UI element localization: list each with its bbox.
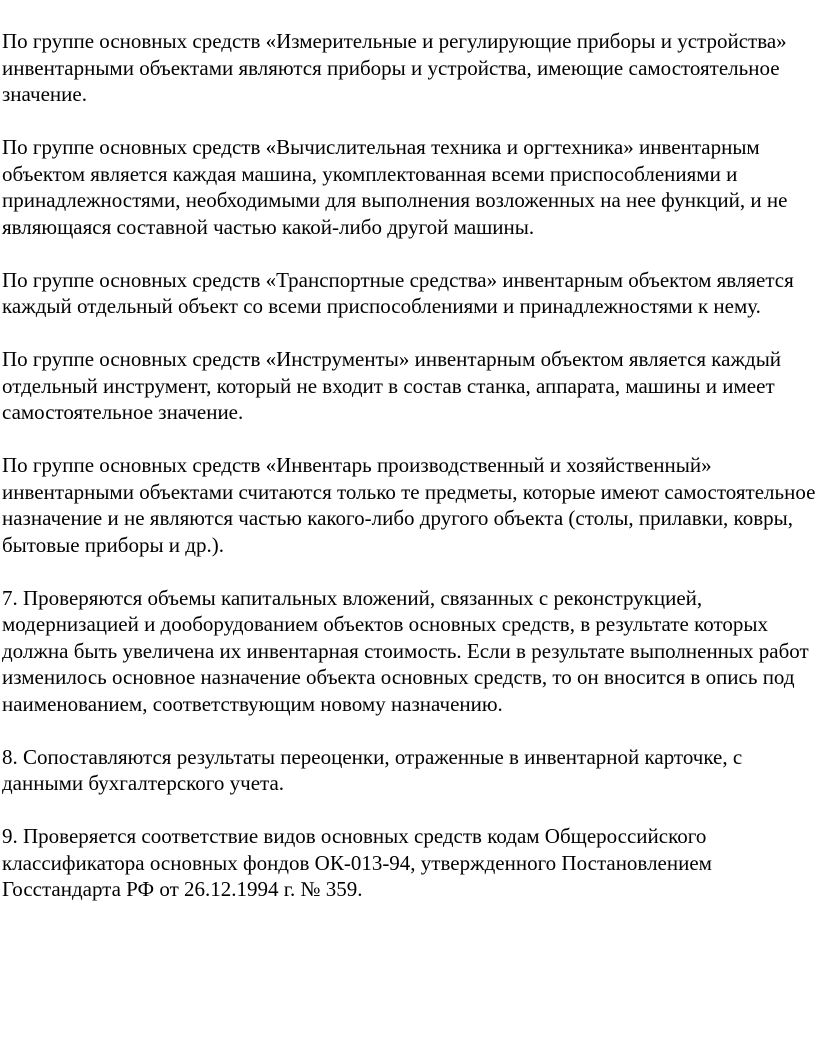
paragraph-computing-equipment: По группе основных средств «Вычислительная техника и оргтехника» инвентарным объектом является каждая машина, укомплектованная всеми приспособлениями и принадлежностями, необходимыми для выполнения возложенных на нее функций, и не являющаяся составной частью какой-либо другой машины. — [2, 135, 788, 239]
paragraph-inventory: По группе основных средств «Инвентарь производственный и хозяйственный» инвентарными объектами считаются только те предметы, которые имеют самостоятельное назначение и не являются частью какого-либо другого объекта (столы, прилавки, ковры, бытовые приборы и др.). — [2, 453, 816, 557]
paragraph-vehicles: По группе основных средств «Транспортные средства» инвентарным объектом является каждый отдельный объект со всеми приспособлениями и принадлежностями к нему. — [2, 267, 794, 318]
paragraph-item-9: 9. Проверяется соответствие видов основных средств кодам Общероссийского классификатора основных фондов ОК-013-94, утвержденного Постановлением Госстандарта РФ от 26.12.1994 г. № 359. — [2, 824, 712, 901]
paragraph-item-7: 7. Проверяются объемы капитальных вложений, связанных с реконструкцией, модернизацией и дооборудованием объектов основных средств, в результате которых должна быть увеличена их инвентарная стоимость. Если в результате выполненных работ изменилось основное назначение объекта основных средств, то он вносится в опись под наименованием, соответствующим новому назначению. — [2, 585, 809, 716]
paragraph-item-8: 8. Сопоставляются результаты переоценки, отраженные в инвентарной карточке, с данными бухгалтерского учета. — [2, 744, 743, 795]
paragraph-measuring-instruments: По группе основных средств «Измерительные и регулирующие приборы и устройства» инвентарными объектами являются приборы и устройства, имеющие самостоятельное значение. — [2, 29, 787, 106]
paragraph-tools: По группе основных средств «Инструменты» инвентарным объектом является каждый отдельный инструмент, который не входит в состав станка, аппарата, машины и имеет самостоятельное значение. — [2, 347, 782, 424]
